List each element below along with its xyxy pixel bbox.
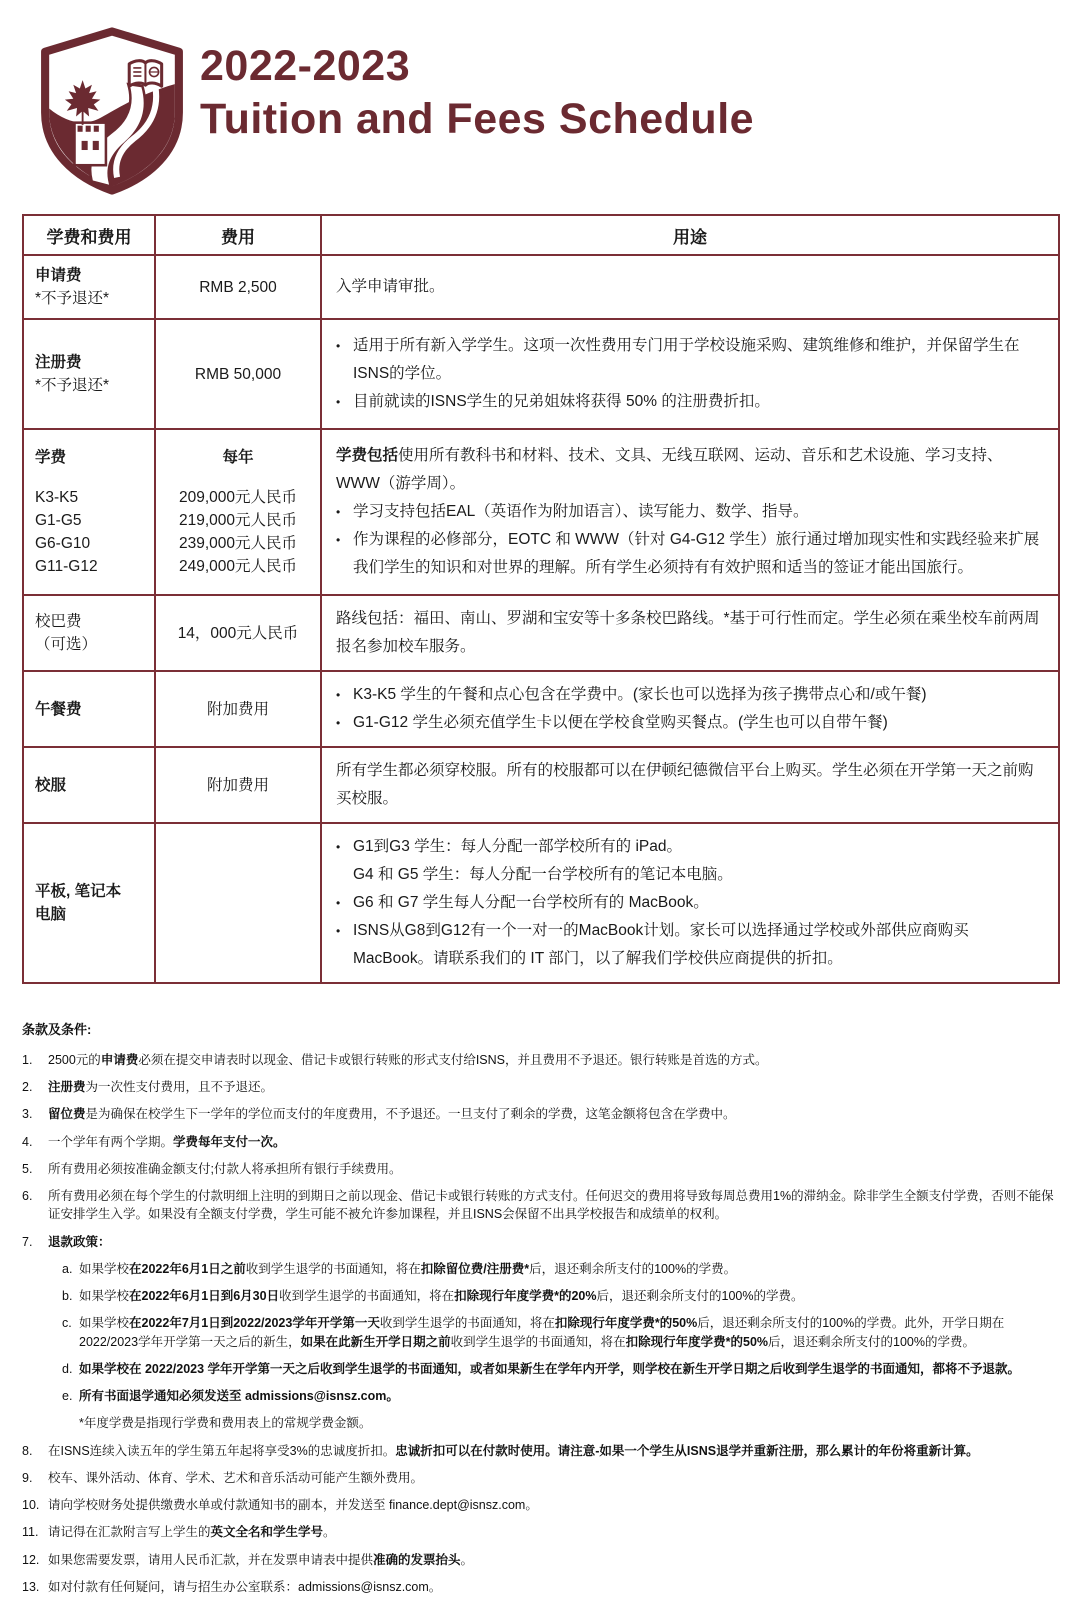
term-subitem-text	[79, 1387, 1056, 1405]
line-gap	[160, 469, 316, 486]
text-segment: （可选）	[35, 636, 98, 653]
cell-item	[23, 671, 155, 747]
text-segment: 作为课程的必修部分，EOTC 和 WWW（针对 G4-G12 学生）旅行通过增加现实性和实践经验来扩展我们学生的知识和对世界的理解。所有学生必须持有有效护照和适当的签证才能出国旅行。	[353, 531, 1040, 576]
cell-line	[160, 698, 316, 721]
bullet-icon: •	[336, 505, 341, 519]
term-subitem-text	[79, 1287, 1056, 1305]
text-segment: G1到G3 学生：每人分配一部学校所有的 iPad。	[353, 838, 682, 855]
text-segment: 附加费用	[206, 776, 269, 794]
term-item	[22, 1187, 1056, 1224]
text-segment: G1-G12 学生必须充值学生卡以便在学校食堂购买餐点。(学生也可以自带午餐)	[353, 714, 888, 731]
purpose-bullet-text	[353, 681, 1046, 709]
text-segment: 如果学校	[79, 1261, 130, 1276]
purpose-bullet-text	[353, 332, 1046, 388]
cell-line	[35, 486, 148, 509]
term-paragraph	[48, 1469, 1056, 1487]
cell-line	[160, 509, 316, 532]
cell-item	[23, 319, 155, 429]
cell-purpose	[321, 823, 1059, 983]
term-item	[22, 1051, 1056, 1069]
cell-line	[35, 610, 148, 633]
text-segment: 学习支持包括EAL（英语作为附加语言）、读写能力、数学、指导。	[353, 503, 809, 520]
term-text	[48, 1578, 1056, 1596]
term-item	[22, 1551, 1056, 1569]
text-segment: 如果您需要发票，请用人民币汇款，并在发票申请表中提供	[48, 1552, 374, 1567]
purpose-bullet-text	[353, 889, 1046, 917]
term-subitem-label: b.	[62, 1289, 73, 1304]
term-text	[48, 1523, 1056, 1541]
text-segment: 学费	[35, 449, 67, 466]
cell-fee	[155, 255, 321, 319]
term-number: 3.	[22, 1107, 33, 1122]
text-segment: 扣除现行年度学费*的50%	[625, 1334, 769, 1349]
term-item	[22, 1078, 1056, 1096]
term-number: 2.	[22, 1080, 33, 1095]
text-segment: RMB 2,500	[199, 278, 277, 296]
fees-table	[22, 214, 1060, 984]
term-subitem-label: c.	[62, 1316, 72, 1331]
purpose-bullet	[336, 498, 1046, 526]
purpose-paragraph	[336, 273, 1046, 301]
term-paragraph	[48, 1551, 1056, 1569]
term-item	[22, 1105, 1056, 1123]
text-segment: 所有学生都必须穿校服。所有的校服都可以在伊顿纪德微信平台上购买。学生必须在开学第一天之前购买校服。	[336, 762, 1034, 807]
text-segment: 适用于所有新入学学生。这项一次性费用专门用于学校设施采购、建筑维修和维护，并保留学生在 ISNS的学位。	[353, 337, 1020, 382]
text-segment: G6-G10	[35, 535, 91, 552]
text-segment: 14，000元人民币	[177, 624, 299, 642]
purpose-bullet-text	[353, 388, 1046, 416]
cell-line	[35, 880, 148, 903]
cell-fee	[155, 595, 321, 671]
text-segment: 入学申请审批。	[336, 278, 445, 295]
cell-purpose	[321, 671, 1059, 747]
text-segment: 219,000元人民币	[178, 512, 298, 529]
text-segment: *不予退还*	[35, 377, 110, 394]
term-paragraph	[48, 1160, 1056, 1178]
term-text	[48, 1133, 1056, 1151]
purpose-bullet-text	[353, 917, 1046, 973]
cell-line	[160, 555, 316, 578]
table-header-item: 学费和费用	[23, 215, 155, 255]
term-number: 12.	[22, 1552, 40, 1567]
terms-list	[22, 1051, 1056, 1596]
text-segment: G6 和 G7 学生每人分配一台学校所有的 MacBook。	[353, 894, 709, 911]
cell-purpose	[321, 255, 1059, 319]
table-row	[23, 823, 1059, 983]
term-subitem-text	[79, 1314, 1056, 1351]
term-text	[48, 1105, 1056, 1123]
term-paragraph	[48, 1578, 1056, 1596]
text-segment: 239,000元人民币	[178, 535, 298, 552]
text-segment: 收到学生退学的书面通知，将在	[245, 1261, 421, 1276]
cell-fee	[155, 319, 321, 429]
text-segment: 扣除留位费/注册费*	[420, 1261, 530, 1276]
table-row	[23, 429, 1059, 595]
term-text	[48, 1160, 1056, 1178]
text-segment: 扣除现行年度学费*的50%	[554, 1316, 698, 1331]
text-segment: RMB 50,000	[194, 365, 282, 383]
term-paragraph	[48, 1442, 1056, 1460]
table-header-purpose: 用途	[321, 215, 1059, 255]
text-segment: 退款政策：	[48, 1234, 111, 1249]
term-text	[48, 1442, 1056, 1460]
purpose-bullet-text	[353, 709, 1046, 737]
cell-line	[35, 509, 148, 532]
cell-line	[160, 486, 316, 509]
page-title-line2: Tuition and Fees Schedule	[200, 95, 755, 143]
cell-fee	[155, 671, 321, 747]
term-paragraph	[48, 1051, 1056, 1069]
text-segment: 。	[460, 1552, 474, 1567]
table-header-row	[23, 215, 1059, 255]
text-segment: 为一次性支付费用，且不予退还。	[85, 1080, 274, 1095]
text-segment: 必须在提交申请表时以现金、借记卡或银行转账的形式支付给ISNS，并且费用不予退还。银行转账是首选的方式。	[138, 1052, 768, 1067]
term-item	[22, 1469, 1056, 1487]
text-segment: 午餐费	[35, 700, 82, 718]
table-row	[23, 595, 1059, 671]
term-paragraph	[48, 1523, 1056, 1541]
text-segment: 校巴费	[35, 613, 82, 630]
term-subitem	[62, 1314, 1056, 1351]
term-number: 8.	[22, 1443, 33, 1458]
cell-line	[35, 698, 148, 721]
purpose-bullet-text	[353, 861, 1046, 889]
purpose-bullet	[336, 861, 1046, 889]
term-number: 13.	[22, 1579, 40, 1594]
purpose-bullet	[336, 833, 1046, 861]
term-item	[22, 1578, 1056, 1596]
cell-purpose	[321, 595, 1059, 671]
cell-fee	[155, 429, 321, 595]
text-segment: 路线包括：福田、南山、罗湖和宝安等十多条校巴路线。*基于可行性而定。学生必须在乘坐校车前两周报名参加校车服务。	[336, 610, 1040, 655]
text-segment: 所有费用必须在每个学生的付款明细上注明的到期日之前以现金、借记卡或银行转账的方式支付。任何迟交的费用将导致每周总费用1%的滞纳金。除非学生全额支付学费，否则不能保证安排学生入学。如果没有全额支付学费，学生可能不被允许参加课程，并且ISNS会保留不出具学校报告和成绩单的权利。	[48, 1189, 1054, 1222]
text-segment: K3-K5	[35, 489, 79, 506]
cell-item	[23, 595, 155, 671]
table-row	[23, 255, 1059, 319]
cell-line	[35, 774, 148, 797]
purpose-bullet-text	[353, 498, 1046, 526]
term-subitem-text	[79, 1260, 1056, 1278]
line-gap	[35, 469, 148, 486]
text-segment: 在2022年6月1日到6月30日	[129, 1289, 280, 1304]
term-paragraph	[48, 1078, 1056, 1096]
cell-item	[23, 255, 155, 319]
term-text	[48, 1496, 1056, 1514]
term-text	[48, 1469, 1056, 1487]
cell-fee	[155, 823, 321, 983]
text-segment: 注册费	[35, 354, 82, 371]
term-text	[48, 1233, 1056, 1433]
term-subitem	[62, 1260, 1056, 1278]
cell-line	[160, 446, 316, 469]
term-text	[48, 1078, 1056, 1096]
text-segment: 如果学校在 2022/2023 学年开学第一天之后收到学生退学的书面通知，或者如果新生在学年内开学，则学校在新生开学日期之后收到学生退学的书面通知，都将不予退款。	[79, 1361, 1021, 1376]
text-segment: 申请费	[100, 1052, 139, 1067]
purpose-bullet	[336, 332, 1046, 388]
term-item	[22, 1442, 1056, 1460]
bullet-icon: •	[336, 688, 341, 702]
term-text	[48, 1187, 1056, 1224]
cell-item	[23, 429, 155, 595]
text-segment: 如果学校	[79, 1289, 130, 1304]
purpose-paragraph	[336, 757, 1046, 813]
term-item	[22, 1160, 1056, 1178]
text-segment: 请记得在汇款附言写上学生的	[48, 1525, 211, 1540]
term-item	[22, 1233, 1056, 1433]
cell-line	[35, 264, 148, 287]
term-paragraph	[48, 1187, 1056, 1224]
term-item	[22, 1523, 1056, 1541]
watchtower-icon	[75, 123, 106, 166]
terms-section	[22, 1021, 1056, 1596]
text-segment: 请向学校财务处提供缴费水单或付款通知书的副本，并发送至 finance.dept@isnsz.com。	[48, 1498, 538, 1513]
text-segment: 校服	[35, 776, 67, 794]
page-title	[200, 40, 754, 146]
cell-item	[23, 747, 155, 823]
cell-purpose	[321, 319, 1059, 429]
term-subitem-text	[79, 1360, 1056, 1378]
text-segment: G11-G12	[35, 558, 98, 575]
table-row	[23, 671, 1059, 747]
table-header-fee: 费用	[155, 215, 321, 255]
purpose-bullet-text	[353, 833, 1046, 861]
document-header	[0, 0, 1080, 200]
text-segment: 附加费用	[206, 700, 269, 718]
purpose-bullet	[336, 681, 1046, 709]
cell-line	[160, 532, 316, 555]
term-number: 10.	[22, 1498, 40, 1513]
text-segment: 209,000元人民币	[178, 489, 298, 506]
text-segment: 后，退还剩余所支付的100%的学费。	[768, 1334, 975, 1349]
cell-line	[35, 532, 148, 555]
text-segment: 目前就读的ISNS学生的兄弟姐妹将获得 50% 的注册费折扣。	[353, 393, 770, 410]
text-segment: 电脑	[35, 906, 67, 923]
term-number: 4.	[22, 1134, 33, 1149]
fees-table-body	[23, 255, 1059, 983]
term-number: 11.	[22, 1525, 39, 1540]
text-segment: 学费包括	[336, 447, 399, 464]
cell-line	[35, 287, 148, 310]
term-number: 1.	[22, 1052, 33, 1067]
cell-line	[35, 446, 148, 469]
cell-line	[160, 276, 316, 299]
text-segment: 忠诚折扣可以在付款时使用。请注意-如果一个学生从ISNS退学并重新注册，那么累计的年份将重新计算。	[395, 1443, 979, 1458]
text-segment: K3-K5 学生的午餐和点心包含在学费中。(家长也可以选择为孩子携带点心和/或午餐)	[353, 686, 927, 703]
table-row	[23, 319, 1059, 429]
terms-heading: 条款及条件:	[22, 1022, 92, 1037]
text-segment: *年度学费是指现行学费和费用表上的常规学费金额。	[79, 1416, 372, 1431]
text-segment: ISNS从G8到G12有一个一对一的MacBook计划。家长可以选择通过学校或外部供应商购买MacBook。请联系我们的 IT 部门，以了解我们学校供应商提供的折扣。	[353, 922, 969, 967]
text-segment: G1-G5	[35, 512, 82, 529]
text-segment: 。	[323, 1525, 336, 1540]
school-crest-logo	[36, 26, 188, 201]
cell-line	[35, 351, 148, 374]
text-segment: 所有费用必须按准确金额支付;付款人将承担所有银行手续费用。	[48, 1161, 402, 1176]
bullet-icon: •	[336, 924, 341, 938]
crest-shield-icon	[36, 26, 188, 196]
text-segment: 后，退还剩余所支付的100%的学费。此外，开学日期在2022/2023学年开学第一天之后的新生，	[79, 1316, 1005, 1349]
term-number: 9.	[22, 1470, 33, 1485]
text-segment: 如果在此新生开学日期之前	[300, 1334, 451, 1349]
text-segment: 249,000元人民币	[178, 558, 298, 575]
cell-line	[35, 903, 148, 926]
purpose-bullet	[336, 709, 1046, 737]
text-segment: 英文全名和学生学号	[210, 1525, 324, 1540]
open-book-icon	[129, 61, 161, 86]
page-title-line1: 2022-2023	[200, 42, 411, 90]
text-segment: 所有书面退学通知必须发送至 admissions@isnsz.com。	[79, 1389, 399, 1404]
term-subitem-label	[62, 1414, 79, 1432]
bullet-icon: •	[336, 896, 341, 910]
term-subitem-label: a.	[62, 1261, 73, 1276]
cell-line	[160, 363, 316, 386]
purpose-bullet	[336, 889, 1046, 917]
text-segment: 收到学生退学的书面通知，将在	[379, 1316, 555, 1331]
term-subitem	[62, 1414, 1056, 1432]
cell-line	[35, 374, 148, 397]
text-segment: 如果学校	[79, 1316, 130, 1331]
cell-purpose	[321, 429, 1059, 595]
bullet-icon: •	[336, 533, 341, 547]
text-segment: 学费每年支付一次。	[173, 1134, 286, 1149]
purpose-bullet-text	[353, 526, 1046, 582]
purpose-bullet	[336, 917, 1046, 973]
text-segment: 准确的发票抬头	[373, 1552, 461, 1567]
table-row	[23, 747, 1059, 823]
text-segment: 注册费	[48, 1080, 86, 1095]
term-subitem-text	[79, 1414, 1056, 1432]
cell-line	[35, 555, 148, 578]
text-segment: 在ISNS连续入读五年的学生第五年起将享受3%的忠诚度折扣。	[48, 1443, 396, 1458]
bullet-icon: •	[336, 716, 341, 730]
purpose-paragraph	[336, 442, 1046, 498]
text-segment: 留位费	[48, 1107, 86, 1122]
purpose-paragraph	[336, 605, 1046, 661]
cell-line	[35, 633, 148, 656]
text-segment: 在2022年6月1日之前	[129, 1261, 246, 1276]
text-segment: *不予退还*	[35, 290, 110, 307]
text-segment: 后，退还剩余所支付的100%的学费。	[596, 1289, 804, 1304]
text-segment: 一个学年有两个学期。	[48, 1134, 174, 1149]
term-subitem-label: d.	[62, 1361, 73, 1376]
bullet-icon: •	[336, 840, 341, 854]
term-text	[48, 1051, 1056, 1069]
cell-line	[160, 774, 316, 797]
text-segment: 每年	[222, 449, 254, 466]
term-paragraph	[48, 1133, 1056, 1151]
term-subitem	[62, 1360, 1056, 1378]
bullet-spacer	[336, 861, 353, 889]
text-segment: 收到学生退学的书面通知，将在	[450, 1334, 626, 1349]
text-segment: 扣除现行年度学费*的20%	[454, 1289, 597, 1304]
term-subitem-label: e.	[62, 1389, 73, 1404]
text-segment: G4 和 G5 学生：每人分配一台学校所有的笔记本电脑。	[353, 866, 733, 883]
term-paragraph	[48, 1233, 1056, 1251]
term-paragraph	[48, 1105, 1056, 1123]
text-segment: 校车、课外活动、体育、学术、艺术和音乐活动可能产生额外费用。	[48, 1470, 424, 1485]
purpose-bullet	[336, 388, 1046, 416]
cell-fee	[155, 747, 321, 823]
text-segment: 在2022年7月1日到2022/2023学年开学第一天	[129, 1316, 380, 1331]
text-segment: 2500元的	[48, 1052, 101, 1067]
text-segment: 收到学生退学的书面通知，将在	[279, 1289, 455, 1304]
term-number: 6.	[22, 1189, 33, 1204]
text-segment: 如对付款有任何疑问，请与招生办公室联系：admissions@isnsz.com。	[48, 1579, 442, 1594]
cell-item	[23, 823, 155, 983]
term-number: 5.	[22, 1161, 33, 1176]
bullet-icon: •	[336, 339, 341, 353]
term-item	[22, 1496, 1056, 1514]
term-subitem	[62, 1287, 1056, 1305]
term-subitem	[62, 1387, 1056, 1405]
text-segment: 后，退还剩余所支付的100%的学费。	[529, 1261, 737, 1276]
term-item	[22, 1133, 1056, 1151]
text-segment: 申请费	[35, 267, 82, 284]
text-segment: 是为确保在校学生下一学年的学位而支付的年度费用，不予退还。一旦支付了剩余的学费，这笔金额将包含在学费中。	[85, 1107, 736, 1122]
bullet-icon: •	[336, 395, 341, 409]
purpose-bullet	[336, 526, 1046, 582]
cell-line	[160, 622, 316, 645]
term-number: 7.	[22, 1234, 33, 1249]
term-text	[48, 1551, 1056, 1569]
term-paragraph	[48, 1496, 1056, 1514]
text-segment: 平板, 笔记本	[35, 883, 122, 900]
cell-purpose	[321, 747, 1059, 823]
text-segment: 使用所有教科书和材料、技术、文具、无线互联网、运动、音乐和艺术设施、学习支持、WWW（游学周）。	[336, 447, 1003, 492]
